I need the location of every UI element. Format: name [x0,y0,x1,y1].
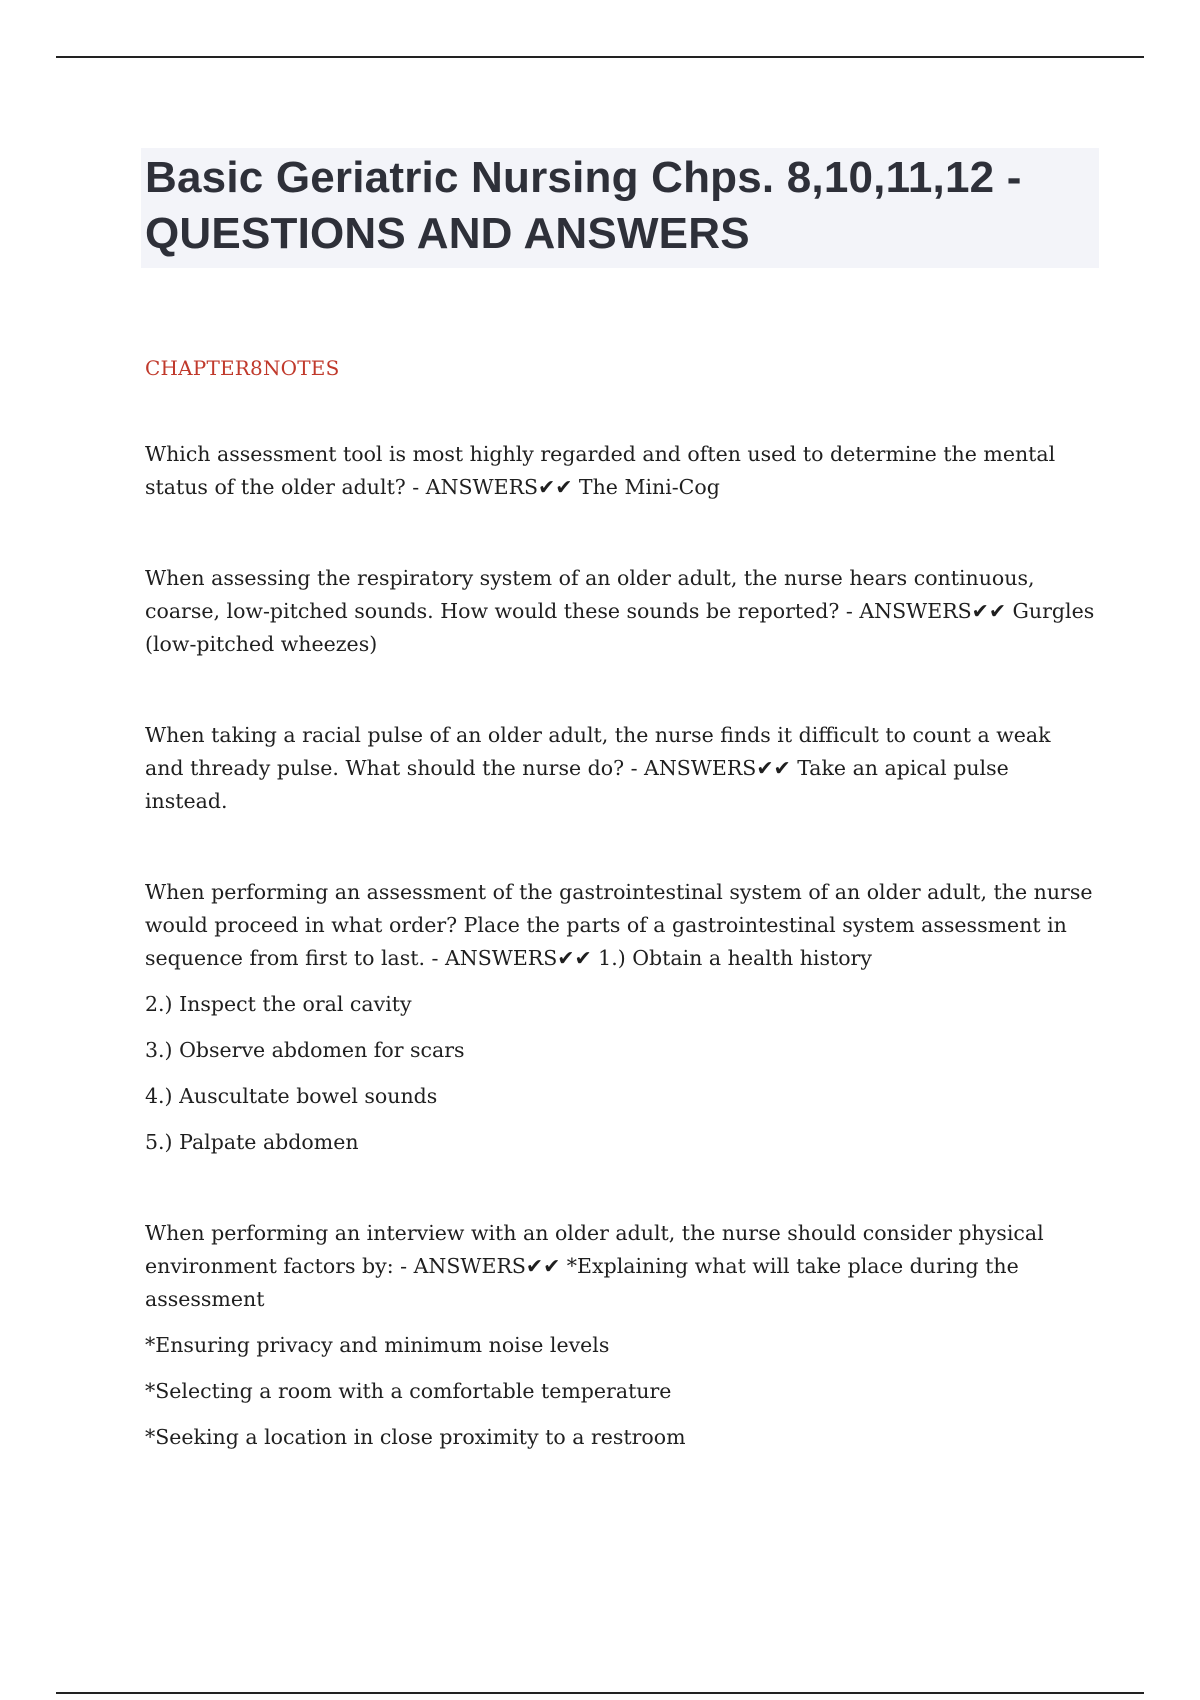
qa-text: When taking a racial pulse of an older adult, the nurse finds it difficult to count a weak and thready pulse. What should the nurse do? - ANSWERS✔✔ Take an apical pulse instead. [145,723,1051,813]
answer-step: 5.) Palpate abdomen [145,1130,359,1154]
qa-text: When performing an assessment of the gastrointestinal system of an older adult, the nurse would proceed in what order? Place the parts of a gastrointestinal system assessment in sequence from first to last. - ANSWERS✔✔ 1.) Obtain a health history [145,880,1093,970]
qa-entry [145,562,1095,661]
answer-step: 2.) Inspect the oral cavity [145,992,412,1016]
answer-step: 4.) Auscultate bowel sounds [145,1084,438,1108]
qa-entry [145,438,1095,504]
answer-bullet: *Selecting a room with a comfortable temperature [145,1379,672,1403]
top-rule [56,56,1144,58]
bottom-rule [56,1692,1144,1694]
qa-text: When performing an interview with an older adult, the nurse should consider physical environment factors by: - ANSWERS✔✔ *Explaining what will take place during the assessment [145,1221,1044,1311]
qa-entry [145,1217,1095,1454]
qa-entry [145,876,1095,1159]
title-banner [141,148,1099,268]
qa-entry [145,719,1095,818]
answer-bullet: *Seeking a location in close proximity to a restroom [145,1425,686,1449]
qa-text: Which assessment tool is most highly regarded and often used to determine the mental status of the older adult? - ANSWERS✔✔ The Mini-Cog [145,442,1056,499]
chapter-heading: CHAPTER8NOTES [145,356,340,380]
answer-step: 3.) Observe abdomen for scars [145,1038,465,1062]
document-title: Basic Geriatric Nursing Chps. 8,10,11,12 -QUESTIONS AND ANSWERS [145,153,1022,258]
answer-bullet: *Ensuring privacy and minimum noise levels [145,1333,610,1357]
document-page [145,148,1095,1454]
qa-text: When assessing the respiratory system of an older adult, the nurse hears continuous, coarse, low-pitched sounds. How would these sounds be reported? - ANSWERS✔✔ Gurgles (low-pitched wheezes) [145,566,1095,656]
